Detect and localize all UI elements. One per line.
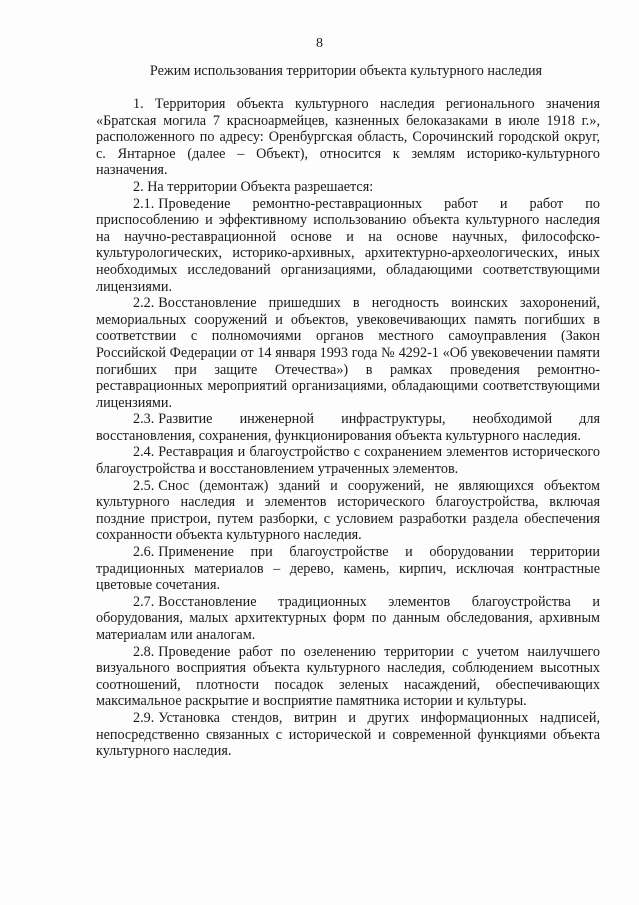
paragraph-number: 2.2. (133, 295, 155, 312)
paragraph-text: Реставрация и благоустройство с сохранением элементов исторического благоустройства и восстановлением утраченных элементов. (96, 444, 600, 478)
paragraph-2-1 (96, 196, 600, 296)
paragraph-text: Развитие инженерной инфраструктуры, необходимой для восстановления, сохранения, функционирования объекта культурного наследия. (96, 411, 600, 444)
paragraph-number: 2.7. (133, 593, 155, 610)
paragraph-2-6 (96, 544, 600, 594)
paragraph-text: 2. На территории Объекта разрешается: (133, 178, 374, 195)
paragraph-text: Снос (демонтаж) зданий и сооружений, не являющихся объектом культурного наследия и элементов исторического благоустройства, включая поздние пристрои, путем разборки, с условием разработки раздела обеспечения сохранности объекта культурного наследия. (96, 477, 600, 544)
paragraph-text: Восстановление пришедших в негодность воинских захоронений, мемориальных сооружений и объектов, увековечивающих память погибших в соответствии с полномочиями органов местного самоуправления (Закон Российской Федерации от 14 января 1993 года № 4292-1 «Об увековечении памяти погибших при защите Отечества») в рамках проведения ремонтно-реставрационных мероприятий организациями, обладающими соответствующими лицензиями. (96, 295, 600, 411)
paragraph-2-3 (96, 411, 600, 444)
paragraph-text: Применение при благоустройстве и оборудовании территории традиционных материалов – дерево, камень, кирпич, исключая контрастные цветовые сочетания. (96, 544, 600, 594)
paragraph-2 (96, 179, 600, 196)
paragraph-text: Проведение работ по озеленению территории с учетом наилучшего визуального восприятия объекта культурного наследия, соблюдением высотных соотношений, плотности посадок зеленых насаждений, обеспечивающих максимальное раскрытие и восприятие памятника истории и культуры. (96, 643, 600, 710)
paragraph-number: 2.4. (133, 444, 155, 461)
paragraph-2-2 (96, 295, 600, 411)
paragraph-2-5 (96, 478, 600, 544)
paragraph-text: Проведение ремонтно-реставрационных работ и работ по приспособлению и эффективному использованию объекта культурного наследия на научно-реставрационной основе и на основе научных, философско-культурологических, историко-архивных, архитектурно-археологических, иных необходимых исследований организациями, обладающими соответствующими лицензиями. (96, 195, 600, 295)
paragraph-number: 2.9. (133, 709, 155, 726)
paragraph-2-7 (96, 594, 600, 644)
paragraph-1 (96, 96, 600, 179)
paragraph-2-4 (96, 444, 600, 477)
paragraph-number: 2.8. (133, 643, 155, 660)
paragraph-text: Восстановление традиционных элементов благоустройства и оборудования, малых архитектурных форм по данным обследования, архивным материалам или аналогам. (96, 593, 600, 643)
paragraph-2-8 (96, 644, 600, 710)
document-title: Режим использования территории объекта культурного наследия (149, 63, 543, 79)
paragraph-number: 2.1. (133, 195, 155, 212)
paragraph-2-9 (96, 710, 600, 760)
paragraph-text: 1. Территория объекта культурного наследия регионального значения «Братская могила 7 красноармейцев, казненных белоказаками в июле 1918 г.», расположенного по адресу: Оренбургская область, Сорочинский городской округ, с. Янтарное (далее – Объект), относится к землям историко-культурного назначения. (96, 96, 600, 179)
paragraph-number: 2.3. (133, 411, 155, 428)
paragraph-text: Установка стендов, витрин и других информационных надписей, непосредственно связанных с исторической и современной функциями объекта культурного наследия. (96, 709, 600, 760)
paragraph-number: 2.5. (133, 477, 155, 494)
document-body (96, 96, 600, 760)
paragraph-number: 2.6. (133, 544, 155, 561)
page-number: 8 (316, 36, 323, 51)
